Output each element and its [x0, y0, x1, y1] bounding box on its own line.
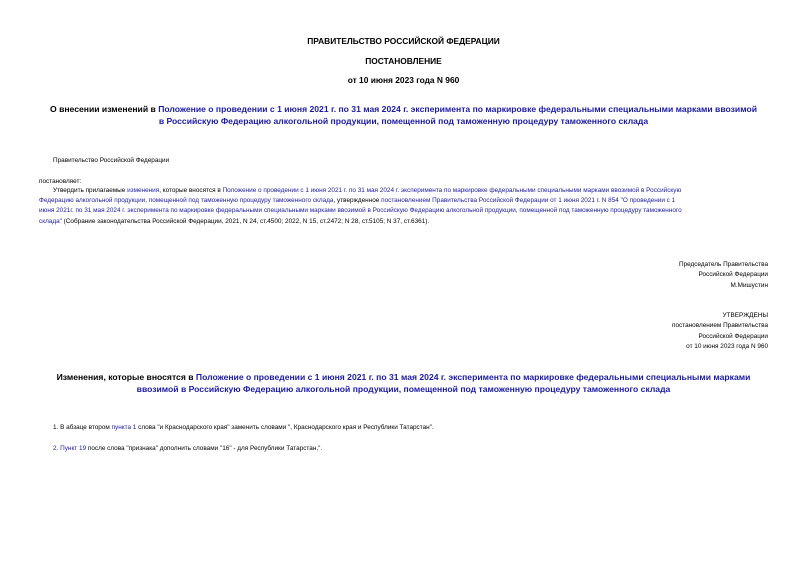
header-doc-type: ПОСТАНОВЛЕНИЕ — [365, 56, 442, 66]
paragraph-1-line-4 — [39, 217, 774, 227]
approved-by: постановлением Правительства — [672, 322, 768, 330]
item-2-link[interactable]: Пункт 19 — [60, 445, 87, 452]
changes-title-line-1 — [0, 371, 807, 383]
position-link[interactable]: Положение о проведении с 1 июня 2021 г. по 31 мая 2024 г. эксперимента по маркировке федеральными специальными марками ввозимой в Российскую — [222, 187, 682, 194]
signature-block — [679, 260, 768, 291]
paragraph-1 — [39, 186, 774, 227]
signature-name: М.Мишустин — [730, 281, 768, 289]
change-item-2 — [53, 444, 322, 454]
p1-text-a: Утвердить прилагаемые — [53, 187, 128, 194]
document-title — [0, 103, 807, 127]
item-1-text-b: слова "и Краснодарского края" заменить словами ", Краснодарского края и Республики Татарстан". — [136, 424, 434, 431]
paragraph-1-line-2 — [39, 196, 774, 206]
changes-link[interactable]: изменения — [127, 187, 160, 194]
approved-heading: УТВЕРЖДЕНЫ — [722, 312, 768, 319]
decree-link-end[interactable]: склада" — [39, 217, 62, 225]
header-date-number: от 10 июня 2023 года N 960 — [347, 75, 460, 85]
changes-title — [0, 371, 807, 395]
signature-title: Председатель Правительства — [679, 261, 768, 268]
position-link-cont[interactable]: Федерацию алкогольной продукции, помещенной под таможенную процедуру таможенного склада — [39, 197, 334, 205]
approved-org: Российской Федерации — [698, 332, 768, 340]
approved-date: от 10 июня 2023 года N 960 — [686, 342, 768, 350]
item-2-number[interactable]: 2. — [53, 445, 59, 452]
item-1-text-a: 1. В абзаце втором — [53, 424, 112, 431]
signature-org: Российской Федерации — [698, 271, 768, 279]
title-position-link[interactable]: Положение о проведении с 1 июня 2021 г. по 31 мая 2024 г. эксперимента по маркировке федеральными специальными марками ввозимой — [158, 104, 757, 114]
p1-text-b: , которые вносятся в — [159, 187, 223, 194]
p1-text-d: (Собрание законодательства Российской Федерации, 2021, N 24, ст.4500; 2022, N 15, ст.2472; N 28, ст.5105; N 37, ст.6361). — [61, 217, 430, 225]
changes-position-link[interactable]: Положение о проведении с 1 июня 2021 г. по 31 мая 2024 г. эксперимента по маркировке федеральными специальными марками — [195, 372, 751, 382]
change-item-1 — [53, 423, 434, 433]
decides-label: постановляет: — [39, 178, 82, 185]
government-label: Правительство Российской Федерации — [53, 157, 170, 164]
paragraph-1-line-1 — [39, 186, 774, 196]
title-prefix: О внесении изменений в — [50, 104, 159, 114]
decree-link-cont[interactable]: июня 2021г. по 31 мая 2024 г. эксперимента по маркировке федеральными специальными марками ввозимой в Российскую Федерацию алкогольной продукции, помещенной под таможенную процедуру таможенного — [39, 207, 682, 215]
changes-title-prefix: Изменения, которые вносятся в — [56, 372, 196, 382]
item-2-text-b: после слова "признака" дополнить словами "16" - для Республики Татарстан,". — [86, 445, 323, 452]
p1-text-c: , утвержденное — [333, 197, 382, 205]
title-line-1 — [0, 103, 807, 115]
item-1-link[interactable]: пункта 1 — [111, 424, 137, 431]
changes-position-link-cont[interactable]: ввозимой в Российскую Федерацию алкогольной продукции, помещенной под таможенную процедуру таможенного склада — [136, 384, 671, 394]
title-position-link-cont[interactable]: в Российскую Федерацию алкогольной продукции, помещенной под таможенную процедуру таможенного склада — [158, 116, 649, 126]
approved-block — [672, 311, 768, 352]
decree-link[interactable]: постановлением Правительства Российской Федерации от 1 июня 2021 г. N 854 "О проведении с 1 — [381, 197, 676, 205]
header-government: ПРАВИТЕЛЬСТВО РОССИЙСКОЙ ФЕДЕРАЦИИ — [307, 36, 500, 46]
